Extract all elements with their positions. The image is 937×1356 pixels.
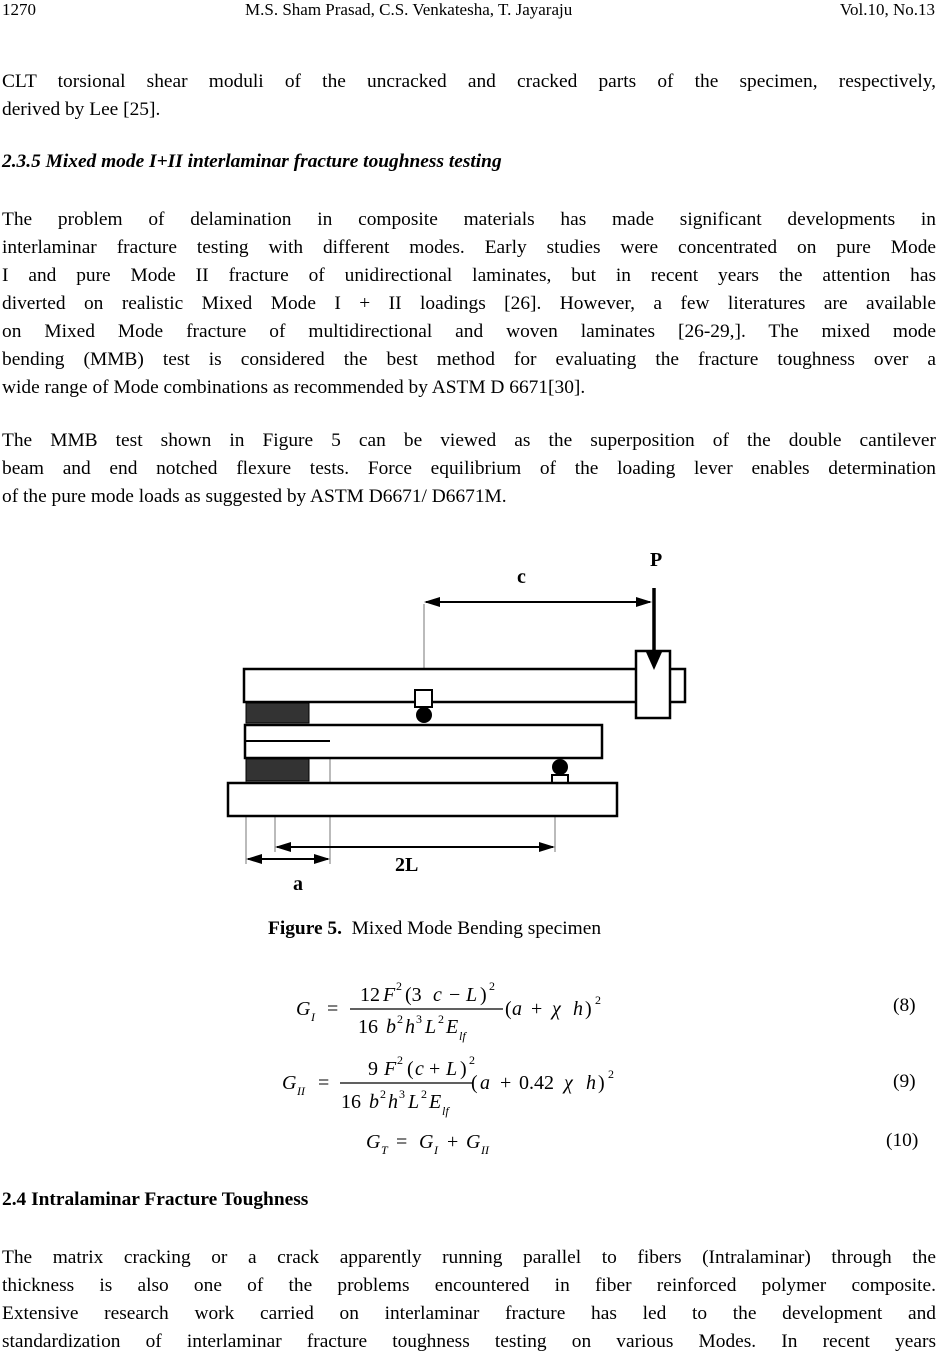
arrow-head-icon — [314, 854, 330, 864]
roller-icon — [552, 759, 568, 775]
svg-text:2: 2 — [397, 1053, 403, 1067]
svg-text:E: E — [446, 1016, 459, 1038]
svg-text:2: 2 — [397, 1012, 403, 1026]
equation-9 — [282, 1053, 614, 1118]
lever-arm-label: c — [517, 566, 526, 588]
svg-text:b: b — [386, 1016, 396, 1038]
svg-text:+: + — [500, 1072, 512, 1094]
svg-text:L: L — [425, 1016, 437, 1038]
equation-10 — [366, 1131, 490, 1157]
text-line: wide range of Mode combinations as recommended by ASTM D 6671[30]. — [2, 377, 586, 398]
svg-text:a: a — [480, 1072, 490, 1094]
text-line: standardization of interlaminar fracture toughness testing on various Modes. In recent years — [2, 1331, 936, 1352]
svg-text:L: L — [408, 1091, 420, 1113]
hinge-block — [415, 690, 432, 707]
svg-text:2: 2 — [608, 1067, 614, 1081]
text-line: The MMB test shown in Figure 5 can be viewed as the superposition of the double cantilever — [2, 430, 936, 451]
figure-caption-label: Figure 5. — [268, 918, 342, 939]
svg-text:2: 2 — [489, 979, 495, 993]
loading-tab-upper — [246, 703, 309, 723]
svg-text:(: ( — [407, 1058, 414, 1080]
svg-text:2: 2 — [469, 1053, 475, 1067]
svg-text:(: ( — [471, 1072, 478, 1094]
svg-text:I: I — [434, 1143, 438, 1157]
figure-mmb-diagram — [0, 540, 937, 900]
roller-icon — [416, 707, 432, 723]
svg-text:L: L — [446, 1058, 458, 1080]
loading-tab-lower — [246, 759, 309, 781]
arrow-head-icon — [275, 842, 291, 852]
svg-text:L: L — [466, 984, 478, 1006]
svg-text:+: + — [429, 1058, 441, 1080]
arrow-head-icon — [246, 854, 262, 864]
equation-number: (10) — [886, 1130, 919, 1151]
running-header-authors: M.S. Sham Prasad, C.S. Venkatesha, T. Jayaraju — [245, 0, 573, 19]
svg-text:I: I — [311, 1010, 315, 1024]
paragraph-intralaminar — [2, 1244, 936, 1356]
svg-text:h: h — [573, 998, 583, 1020]
svg-text:3: 3 — [416, 1012, 422, 1026]
svg-text:=: = — [327, 998, 339, 1020]
crack-length-label: a — [293, 873, 303, 895]
svg-text:c: c — [433, 984, 442, 1006]
svg-text:2: 2 — [438, 1012, 444, 1026]
svg-text:h: h — [586, 1072, 596, 1094]
svg-text:lf: lf — [459, 1029, 466, 1043]
equation-number: (9) — [893, 1071, 916, 1092]
svg-text:2: 2 — [421, 1087, 427, 1101]
running-header-volume: Vol.10, No.13 — [839, 0, 935, 19]
svg-text:lf: lf — [442, 1104, 449, 1118]
figure-caption — [268, 918, 601, 940]
text-line: bending (MMB) test is considered the best method for evaluating the fracture toughness over a — [2, 349, 936, 370]
text-line: beam and end notched flexure tests. Force equilibrium of the loading lever enables determination — [2, 458, 936, 479]
equation-8 — [296, 979, 601, 1043]
arrow-head-icon — [636, 597, 652, 607]
svg-text:F: F — [384, 1058, 397, 1080]
svg-text:II: II — [297, 1084, 305, 1098]
svg-text:0.42: 0.42 — [519, 1072, 554, 1094]
text-line: CLT torsional shear moduli of the uncracked and cracked parts of the specimen, respectively, — [2, 71, 936, 92]
svg-text:F: F — [383, 984, 396, 1006]
svg-text:): ) — [460, 1058, 467, 1080]
svg-text:=: = — [318, 1072, 330, 1094]
svg-text:a: a — [512, 998, 522, 1020]
svg-text:16: 16 — [358, 1016, 378, 1038]
svg-text:): ) — [585, 998, 592, 1020]
svg-text:12: 12 — [360, 984, 380, 1006]
paragraph-mmb-test — [2, 427, 936, 511]
svg-text:−: − — [449, 984, 461, 1006]
svg-text:+: + — [447, 1131, 459, 1153]
svg-text:h: h — [405, 1016, 415, 1038]
text-line: of the pure mode loads as suggested by ASTM D6671/ D6671M. — [2, 486, 507, 507]
svg-text:G: G — [419, 1131, 434, 1153]
svg-text:3: 3 — [399, 1087, 405, 1101]
arrow-head-icon — [424, 597, 440, 607]
text-line: I and pure Mode II fracture of unidirectional laminates, but in recent years the attention has — [2, 265, 936, 286]
arrow-head-icon — [539, 842, 555, 852]
page-number: 1270 — [2, 0, 36, 19]
text-line: Extensive research work carried on interlaminar fracture has led to the development and — [2, 1303, 936, 1324]
svg-text:+: + — [531, 998, 543, 1020]
svg-text:2: 2 — [396, 979, 402, 993]
load-label: P — [650, 549, 663, 571]
svg-text:9: 9 — [368, 1058, 378, 1080]
svg-text:E: E — [429, 1091, 442, 1113]
svg-text:G: G — [466, 1131, 481, 1153]
svg-text:χ: χ — [564, 1072, 573, 1094]
svg-text:(: ( — [505, 998, 512, 1020]
text-line: diverted on realistic Mixed Mode I + II loadings [26]. However, a few literatures are available — [2, 293, 936, 314]
svg-text:χ: χ — [552, 998, 561, 1020]
svg-text:T: T — [381, 1143, 388, 1157]
svg-text:II: II — [481, 1143, 489, 1157]
svg-text:2: 2 — [595, 993, 601, 1007]
svg-text:c: c — [415, 1058, 424, 1080]
svg-text:16: 16 — [341, 1091, 361, 1113]
svg-text:): ) — [598, 1072, 605, 1094]
base-fixture — [228, 783, 617, 816]
text-line: The problem of delamination in composite materials has made significant developments in — [2, 209, 936, 230]
svg-text:=: = — [396, 1131, 408, 1153]
svg-text:(3: (3 — [405, 984, 422, 1006]
equations-block — [0, 975, 937, 1165]
section-heading-2-4: 2.4 Intralaminar Fracture Toughness — [2, 1189, 309, 1210]
text-line: thickness is also one of the problems encountered in fiber reinforced polymer composite. — [2, 1275, 936, 1296]
text-line: on Mixed Mode fracture of multidirectional and woven laminates [26-29,]. The mixed mode — [2, 321, 936, 342]
paragraph-delamination — [2, 206, 936, 402]
svg-text:b: b — [369, 1091, 379, 1113]
svg-text:h: h — [388, 1091, 398, 1113]
loading-lever — [244, 669, 685, 702]
equation-number: (8) — [893, 995, 916, 1016]
text-line: The matrix cracking or a crack apparently running parallel to fibers (Intralaminar) through the — [2, 1247, 936, 1268]
svg-text:G: G — [282, 1072, 297, 1094]
text-line: derived by Lee [25]. — [2, 99, 161, 120]
paragraph-clt-moduli — [2, 68, 936, 124]
text-line: interlaminar fracture testing with different modes. Early studies were concentrated on pure Mode — [2, 237, 936, 258]
svg-text:G: G — [296, 998, 311, 1020]
span-label: 2L — [395, 854, 419, 876]
svg-text:2: 2 — [380, 1087, 386, 1101]
figure-caption-text: Mixed Mode Bending specimen — [351, 918, 602, 939]
svg-text:): ) — [480, 984, 487, 1006]
svg-text:G: G — [366, 1131, 381, 1153]
section-heading-2-3-5: 2.3.5 Mixed mode I+II interlaminar fracture toughness testing — [2, 151, 502, 172]
